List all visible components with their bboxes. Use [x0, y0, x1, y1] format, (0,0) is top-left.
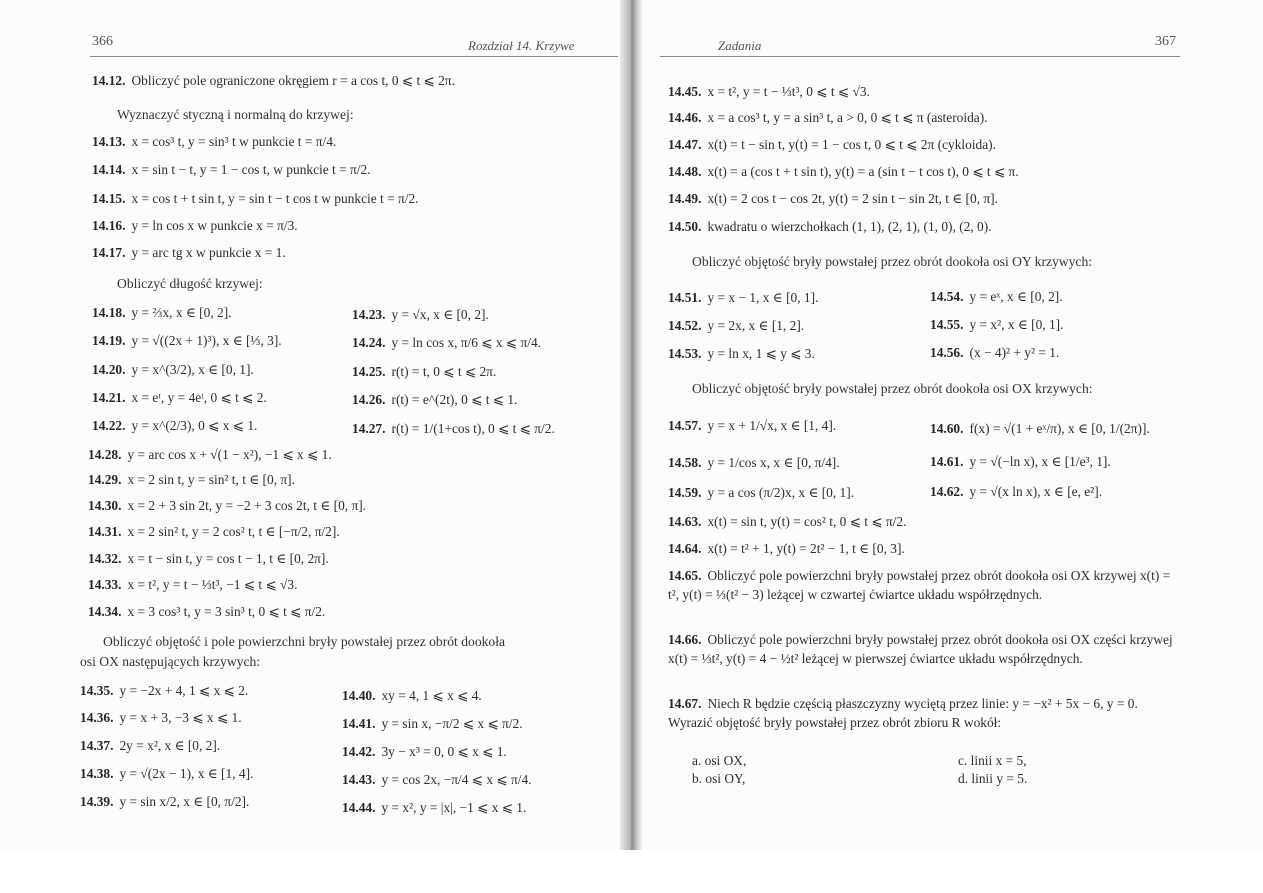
exercise-item [92, 390, 267, 406]
exercise-text: y = ⅔x, x ∈ [0, 2]. [131, 305, 232, 320]
exercise-number: 14.20. [92, 362, 126, 377]
exercise-number: 14.17. [92, 245, 126, 260]
exercise-number: 14.58. [668, 455, 702, 470]
exercise-item [80, 766, 253, 782]
exercise-item [352, 421, 555, 437]
exercise-number: 14.32. [88, 551, 122, 566]
exercise-text: y = arc tg x w punkcie x = 1. [131, 245, 286, 260]
exercise-number: 14.40. [342, 688, 376, 703]
exercise-item [668, 110, 988, 126]
page-bottom-margin [0, 850, 1263, 893]
page-number-right: 367 [1155, 34, 1176, 49]
exercise-item [80, 710, 242, 726]
exercise-number: 14.35. [80, 683, 114, 698]
exercise-item [80, 683, 248, 699]
exercise-text: x = t², y = t − ⅓t³, 0 ⩽ t ⩽ √3. [707, 84, 870, 99]
exercise-text: x(t) = 2 cos t − cos 2t, y(t) = 2 sin t − sin 2t, t ∈ [0, π]. [707, 191, 998, 206]
exercise-number: 14.13. [92, 134, 126, 149]
exercise-text: y = x^(3/2), x ∈ [0, 1]. [131, 362, 254, 377]
exercise-item [88, 472, 295, 488]
exercise-text: y = ln cos x, π/6 ⩽ x ⩽ π/4. [391, 335, 542, 350]
exercise-number: 14.44. [342, 800, 376, 815]
exercise-text: y = x − 1, x ∈ [0, 1]. [707, 290, 819, 305]
exercise-text: y = arc cos x + √(1 − x²), −1 ⩽ x ⩽ 1. [127, 447, 332, 462]
exercise-number: 14.51. [668, 290, 702, 305]
exercise-text: Obliczyć pole powierzchni bryły powstałej przez obrót dookoła osi OX krzywej x(t) = t², y(t) = ⅓(t² − 3) leżącej w czwartej ćwiartce układu współrzędnych. [668, 568, 1171, 602]
exercise-item [668, 346, 815, 362]
exercise-number: 14.54. [930, 289, 964, 304]
section-heading: Wyznaczyć styczną i normalną do krzywej: [117, 107, 354, 122]
exercise-item [930, 317, 1064, 333]
exercise-number: 14.57. [668, 418, 702, 433]
section-heading: Obliczyć objętość bryły powstałej przez obrót dookoła osi OX krzywych: [692, 381, 1093, 396]
exercise-item [342, 772, 532, 788]
exercise-text: y = 2x, x ∈ [1, 2]. [707, 318, 805, 333]
exercise-number: 14.39. [80, 794, 114, 809]
exercise-item [80, 794, 249, 810]
exercise-item [92, 162, 371, 178]
exercise-item [352, 364, 496, 380]
exercise-text: x = 2 sin t, y = sin² t, t ∈ [0, π]. [127, 472, 295, 487]
exercise-item [352, 335, 541, 351]
exercise-item [92, 305, 232, 321]
exercise-text: x = 3 cos³ t, y = 3 sin³ t, 0 ⩽ t ⩽ π/2. [127, 604, 326, 619]
exercise-item [92, 73, 455, 89]
exercise-item [930, 345, 1059, 361]
exercise-number: 14.26. [352, 392, 386, 407]
exercise-number: 14.56. [930, 345, 964, 360]
exercise-item [92, 191, 419, 207]
exercise-text: r(t) = t, 0 ⩽ t ⩽ 2π. [391, 364, 497, 379]
exercise-text: y = x², y = |x|, −1 ⩽ x ⩽ 1. [381, 800, 527, 815]
exercise-text: Obliczyć pole powierzchni bryły powstałej przez obrót dookoła osi OX części krzywej x(t) = ⅓t², y(t) = 4 − ½t² leżącej w pierwszej ćwiartce układu współrzędnych. [668, 632, 1173, 666]
exercise-text: y = x + 3, −3 ⩽ x ⩽ 1. [119, 710, 242, 725]
exercise-number: 14.63. [668, 514, 702, 529]
exercise-number: 14.22. [92, 418, 126, 433]
exercise-paragraph [668, 694, 1183, 732]
exercise-item [88, 447, 332, 463]
exercise-item [668, 164, 1019, 180]
exercise-text: x = 2 sin² t, y = 2 cos² t, t ∈ [−π/2, π/2]. [127, 524, 340, 539]
exercise-item [668, 514, 906, 530]
exercise-item [342, 716, 523, 732]
exercise-text: y = sin x, −π/2 ⩽ x ⩽ π/2. [381, 716, 523, 731]
exercise-text: y = x^(2/3), 0 ⩽ x ⩽ 1. [131, 418, 258, 433]
section-heading: Obliczyć długość krzywej: [117, 276, 263, 291]
left-page [0, 0, 625, 893]
option-c: c. linii x = 5, [958, 753, 1027, 768]
exercise-item [668, 318, 804, 334]
exercise-text: x = t − sin t, y = cos t − 1, t ∈ [0, 2π]. [127, 551, 329, 566]
exercise-text: r(t) = e^(2t), 0 ⩽ t ⩽ 1. [391, 392, 518, 407]
exercise-item [930, 289, 1063, 305]
exercise-number: 14.49. [668, 191, 702, 206]
exercise-text: kwadratu o wierzchołkach (1, 1), (2, 1), (1, 0), (2, 0). [707, 219, 992, 234]
exercise-text: Obliczyć pole ograniczone okręgiem r = a cos t, 0 ⩽ t ⩽ 2π. [131, 73, 455, 88]
exercise-item [930, 454, 1111, 470]
exercise-item [668, 290, 818, 306]
running-head-right: Zadania [718, 38, 762, 53]
exercise-item [352, 307, 489, 323]
exercise-item [668, 191, 998, 207]
exercise-item [88, 604, 325, 620]
exercise-text: 3y − x³ = 0, 0 ⩽ x ⩽ 1. [381, 744, 507, 759]
exercise-text: 2y = x², x ∈ [0, 2]. [119, 738, 221, 753]
section-heading: Obliczyć objętość i pole powierzchni bryły powstałej przez obrót dookoła [103, 634, 506, 649]
exercise-text: y = √(−ln x), x ∈ [1/e³, 1]. [969, 454, 1111, 469]
exercise-number: 14.25. [352, 364, 386, 379]
exercise-text: y = √(2x − 1), x ∈ [1, 4]. [119, 766, 254, 781]
option-a: a. osi OX, [692, 753, 747, 768]
exercise-text: (x − 4)² + y² = 1. [969, 345, 1060, 360]
exercise-number: 14.24. [352, 335, 386, 350]
header-rule-left [90, 56, 618, 57]
exercise-text: y = √x, x ∈ [0, 2]. [391, 307, 489, 322]
exercise-number: 14.62. [930, 484, 964, 499]
exercise-item [80, 738, 220, 754]
exercise-item [930, 421, 1150, 437]
exercise-number: 14.61. [930, 454, 964, 469]
exercise-number: 14.50. [668, 219, 702, 234]
running-head-left: Rozdział 14. Krzywe [468, 38, 575, 53]
exercise-text: x = 2 + 3 sin 2t, y = −2 + 3 cos 2t, t ∈ [0, π]. [127, 498, 367, 513]
exercise-number: 14.65. [668, 568, 702, 583]
exercise-number: 14.29. [88, 472, 122, 487]
exercise-text: x = cos³ t, y = sin³ t w punkcie t = π/4. [131, 134, 337, 149]
book-gutter [620, 0, 642, 850]
exercise-number: 14.55. [930, 317, 964, 332]
exercise-item [668, 219, 992, 235]
exercise-text: x = sin t − t, y = 1 − cos t, w punkcie t = π/2. [131, 162, 371, 177]
exercise-number: 14.41. [342, 716, 376, 731]
exercise-item [88, 551, 329, 567]
header-rule-right [660, 56, 1180, 57]
exercise-number: 14.30. [88, 498, 122, 513]
exercise-text: y = x², x ∈ [0, 1]. [969, 317, 1064, 332]
exercise-text: x(t) = sin t, y(t) = cos² t, 0 ⩽ t ⩽ π/2. [707, 514, 907, 529]
exercise-text: Niech R będzie częścią płaszczyzny wyciętą przez linie: y = −x² + 5x − 6, y = 0. Wyrazić objętość bryły powstałej przez obrót zbioru R wokół: [668, 696, 1138, 730]
exercise-number: 14.34. [88, 604, 122, 619]
exercise-item [342, 744, 507, 760]
exercise-item [668, 455, 840, 471]
exercise-text: y = −2x + 4, 1 ⩽ x ⩽ 2. [119, 683, 249, 698]
exercise-text: y = ln x, 1 ⩽ y ⩽ 3. [707, 346, 815, 361]
exercise-number: 14.18. [92, 305, 126, 320]
exercise-item [88, 577, 297, 593]
exercise-item [342, 800, 526, 816]
option-b: b. osi OY, [692, 771, 746, 786]
exercise-text: y = sin x/2, x ∈ [0, π/2]. [119, 794, 250, 809]
exercise-item [668, 137, 996, 153]
exercise-item [342, 688, 482, 704]
exercise-number: 14.16. [92, 218, 126, 233]
exercise-text: x(t) = a (cos t + t sin t), y(t) = a (sin t − t cos t), 0 ⩽ t ⩽ π. [707, 164, 1019, 179]
exercise-number: 14.37. [80, 738, 114, 753]
exercise-text: x = a cos³ t, y = a sin³ t, a > 0, 0 ⩽ t ⩽ π (asteroida). [707, 110, 988, 125]
exercise-number: 14.53. [668, 346, 702, 361]
exercise-number: 14.46. [668, 110, 702, 125]
exercise-number: 14.47. [668, 137, 702, 152]
exercise-text: x(t) = t − sin t, y(t) = 1 − cos t, 0 ⩽ t ⩽ 2π (cykloida). [707, 137, 996, 152]
page-number-left: 366 [92, 34, 113, 49]
exercise-number: 14.12. [92, 73, 126, 88]
exercise-text: x = t², y = t − ⅓t³, −1 ⩽ t ⩽ √3. [127, 577, 298, 592]
exercise-text: r(t) = 1/(1+cos t), 0 ⩽ t ⩽ π/2. [391, 421, 555, 436]
exercise-number: 14.28. [88, 447, 122, 462]
exercise-text: y = cos 2x, −π/4 ⩽ x ⩽ π/4. [381, 772, 532, 787]
exercise-text: x = eᵗ, y = 4eᵗ, 0 ⩽ t ⩽ 2. [131, 390, 267, 405]
exercise-number: 14.23. [352, 307, 386, 322]
exercise-paragraph [668, 630, 1183, 668]
exercise-item [352, 392, 517, 408]
exercise-number: 14.64. [668, 541, 702, 556]
exercise-item [668, 541, 905, 557]
exercise-number: 14.52. [668, 318, 702, 333]
exercise-item [88, 524, 340, 540]
exercise-number: 14.21. [92, 390, 126, 405]
exercise-text: y = x + 1/√x, x ∈ [1, 4]. [707, 418, 837, 433]
exercise-text: y = ln cos x w punkcie x = π/3. [131, 218, 298, 233]
exercise-item [668, 485, 854, 501]
exercise-item [92, 333, 282, 349]
exercise-number: 14.19. [92, 333, 126, 348]
exercise-number: 14.14. [92, 162, 126, 177]
exercise-item [92, 418, 257, 434]
exercise-number: 14.43. [342, 772, 376, 787]
exercise-number: 14.36. [80, 710, 114, 725]
exercise-number: 14.15. [92, 191, 126, 206]
exercise-number: 14.66. [668, 632, 702, 647]
exercise-text: x = cos t + t sin t, y = sin t − t cos t w punkcie t = π/2. [131, 191, 419, 206]
exercise-number: 14.31. [88, 524, 122, 539]
right-page [640, 0, 1263, 893]
exercise-item [668, 418, 836, 434]
exercise-number: 14.59. [668, 485, 702, 500]
exercise-text: y = 1/cos x, x ∈ [0, π/4]. [707, 455, 840, 470]
exercise-number: 14.48. [668, 164, 702, 179]
exercise-item [92, 362, 254, 378]
section-heading: osi OX następujących krzywych: [80, 654, 261, 669]
exercise-number: 14.45. [668, 84, 702, 99]
exercise-number: 14.27. [352, 421, 386, 436]
exercise-item [88, 498, 366, 514]
exercise-text: f(x) = √(1 + eˣ/π), x ∈ [0, 1/(2π)]. [969, 421, 1150, 436]
exercise-item [930, 484, 1102, 500]
exercise-text: y = eˣ, x ∈ [0, 2]. [969, 289, 1063, 304]
exercise-text: y = √(x ln x), x ∈ [e, e²]. [969, 484, 1103, 499]
exercise-text: y = √((2x + 1)³), x ∈ [⅓, 3]. [131, 333, 282, 348]
exercise-item [92, 134, 336, 150]
exercise-item [92, 218, 298, 234]
section-heading: Obliczyć objętość bryły powstałej przez obrót dookoła osi OY krzywych: [692, 254, 1093, 269]
exercise-text: y = a cos (π/2)x, x ∈ [0, 1]. [707, 485, 855, 500]
exercise-number: 14.60. [930, 421, 964, 436]
exercise-text: x(t) = t² + 1, y(t) = 2t² − 1, t ∈ [0, 3]. [707, 541, 905, 556]
exercise-item [92, 245, 286, 261]
exercise-number: 14.38. [80, 766, 114, 781]
option-d: d. linii y = 5. [958, 771, 1028, 786]
exercise-number: 14.67. [668, 696, 702, 711]
exercise-item [668, 84, 870, 100]
exercise-number: 14.33. [88, 577, 122, 592]
exercise-paragraph [668, 566, 1183, 604]
exercise-text: xy = 4, 1 ⩽ x ⩽ 4. [381, 688, 482, 703]
exercise-number: 14.42. [342, 744, 376, 759]
